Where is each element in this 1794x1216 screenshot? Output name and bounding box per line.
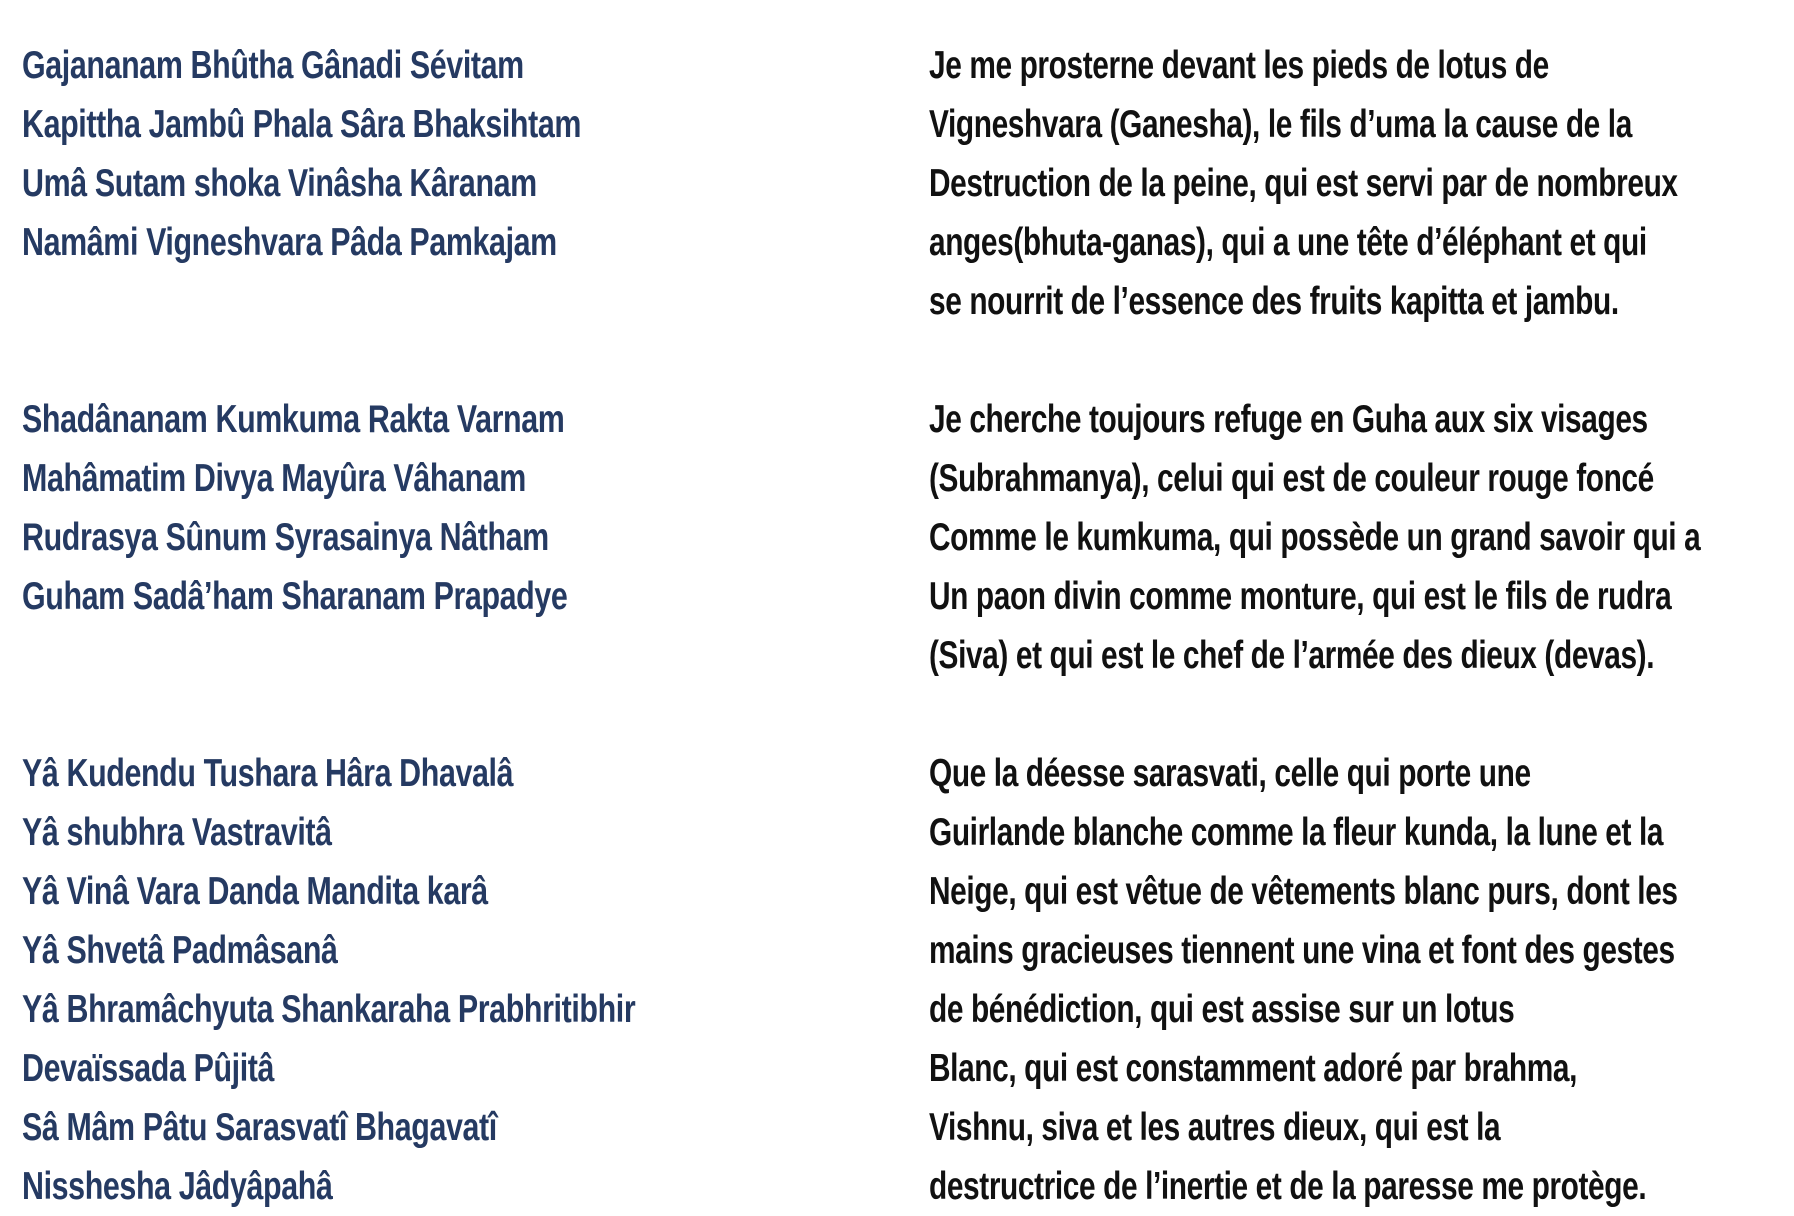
- french-line: destructrice de l’inertie et de la paresse me protège.: [929, 1165, 1647, 1208]
- sanskrit-line: Yâ shubhra Vastravitâ: [22, 811, 332, 854]
- french-line: Blanc, qui est constamment adoré par brahma,: [929, 1047, 1578, 1090]
- sanskrit-line: Rudrasya Sûnum Syrasainya Nâtham: [22, 516, 549, 559]
- french-line: Je me prosterne devant les pieds de lotus de: [929, 44, 1549, 87]
- french-line: Que la déesse sarasvati, celle qui porte une: [929, 752, 1531, 795]
- french-line: Vishnu, siva et les autres dieux, qui est la: [929, 1106, 1501, 1149]
- french-line: se nourrit de l’essence des fruits kapitta et jambu.: [929, 280, 1619, 323]
- sanskrit-line: Umâ Sutam shoka Vinâsha Kâranam: [22, 162, 537, 205]
- french-column: [929, 36, 1778, 1216]
- sanskrit-line: Sâ Mâm Pâtu Sarasvatî Bhagavatî: [22, 1106, 497, 1149]
- sanskrit-stanza-2: [22, 390, 693, 685]
- sanskrit-column: [22, 36, 693, 1216]
- french-line: Je cherche toujours refuge en Guha aux six visages: [929, 398, 1648, 441]
- sanskrit-line: Gajananam Bhûtha Gânadi Sévitam: [22, 44, 524, 87]
- french-stanza-1: [929, 36, 1778, 331]
- french-line: mains gracieuses tiennent une vina et font des gestes: [929, 929, 1675, 972]
- french-line: (Siva) et qui est le chef de l’armée des dieux (devas).: [929, 634, 1655, 677]
- sanskrit-line: Mahâmatim Divya Mayûra Vâhanam: [22, 457, 526, 500]
- sanskrit-line: Yâ Kudendu Tushara Hâra Dhavalâ: [22, 752, 514, 795]
- sanskrit-line: Nisshesha Jâdyâpahâ: [22, 1165, 333, 1208]
- sanskrit-line: Yâ Shvetâ Padmâsanâ: [22, 929, 338, 972]
- french-line: Vigneshvara (Ganesha), le fils d’uma la cause de la: [929, 103, 1632, 146]
- sanskrit-spacer: [22, 626, 693, 685]
- sanskrit-line: Yâ Bhramâchyuta Shankaraha Prabhritibhir: [22, 988, 636, 1031]
- sanskrit-stanza-1: [22, 36, 693, 331]
- sanskrit-line: Shadânanam Kumkuma Rakta Varnam: [22, 398, 565, 441]
- sanskrit-line: Kapittha Jambû Phala Sâra Bhaksihtam: [22, 103, 582, 146]
- french-stanza-2: [929, 390, 1778, 685]
- sanskrit-stanza-3: [22, 744, 693, 1216]
- french-line: Neige, qui est vêtue de vêtements blanc purs, dont les: [929, 870, 1678, 913]
- sanskrit-line: Guham Sadâ’ham Sharanam Prapadye: [22, 575, 568, 618]
- sanskrit-line: Yâ Vinâ Vara Danda Mandita karâ: [22, 870, 488, 913]
- sanskrit-spacer: [22, 272, 693, 331]
- sanskrit-line: Devaïssada Pûjitâ: [22, 1047, 275, 1090]
- french-line: (Subrahmanya), celui qui est de couleur rouge foncé: [929, 457, 1654, 500]
- sanskrit-line: Namâmi Vigneshvara Pâda Pamkajam: [22, 221, 557, 264]
- french-line: Guirlande blanche comme la fleur kunda, la lune et la: [929, 811, 1664, 854]
- french-stanza-3: [929, 744, 1778, 1216]
- french-line: de bénédiction, qui est assise sur un lotus: [929, 988, 1515, 1031]
- french-line: Comme le kumkuma, qui possède un grand savoir qui a: [929, 516, 1701, 559]
- french-line: Un paon divin comme monture, qui est le fils de rudra: [929, 575, 1672, 618]
- french-line: Destruction de la peine, qui est servi par de nombreux: [929, 162, 1678, 205]
- french-line: anges(bhuta-ganas), qui a une tête d’éléphant et qui: [929, 221, 1647, 264]
